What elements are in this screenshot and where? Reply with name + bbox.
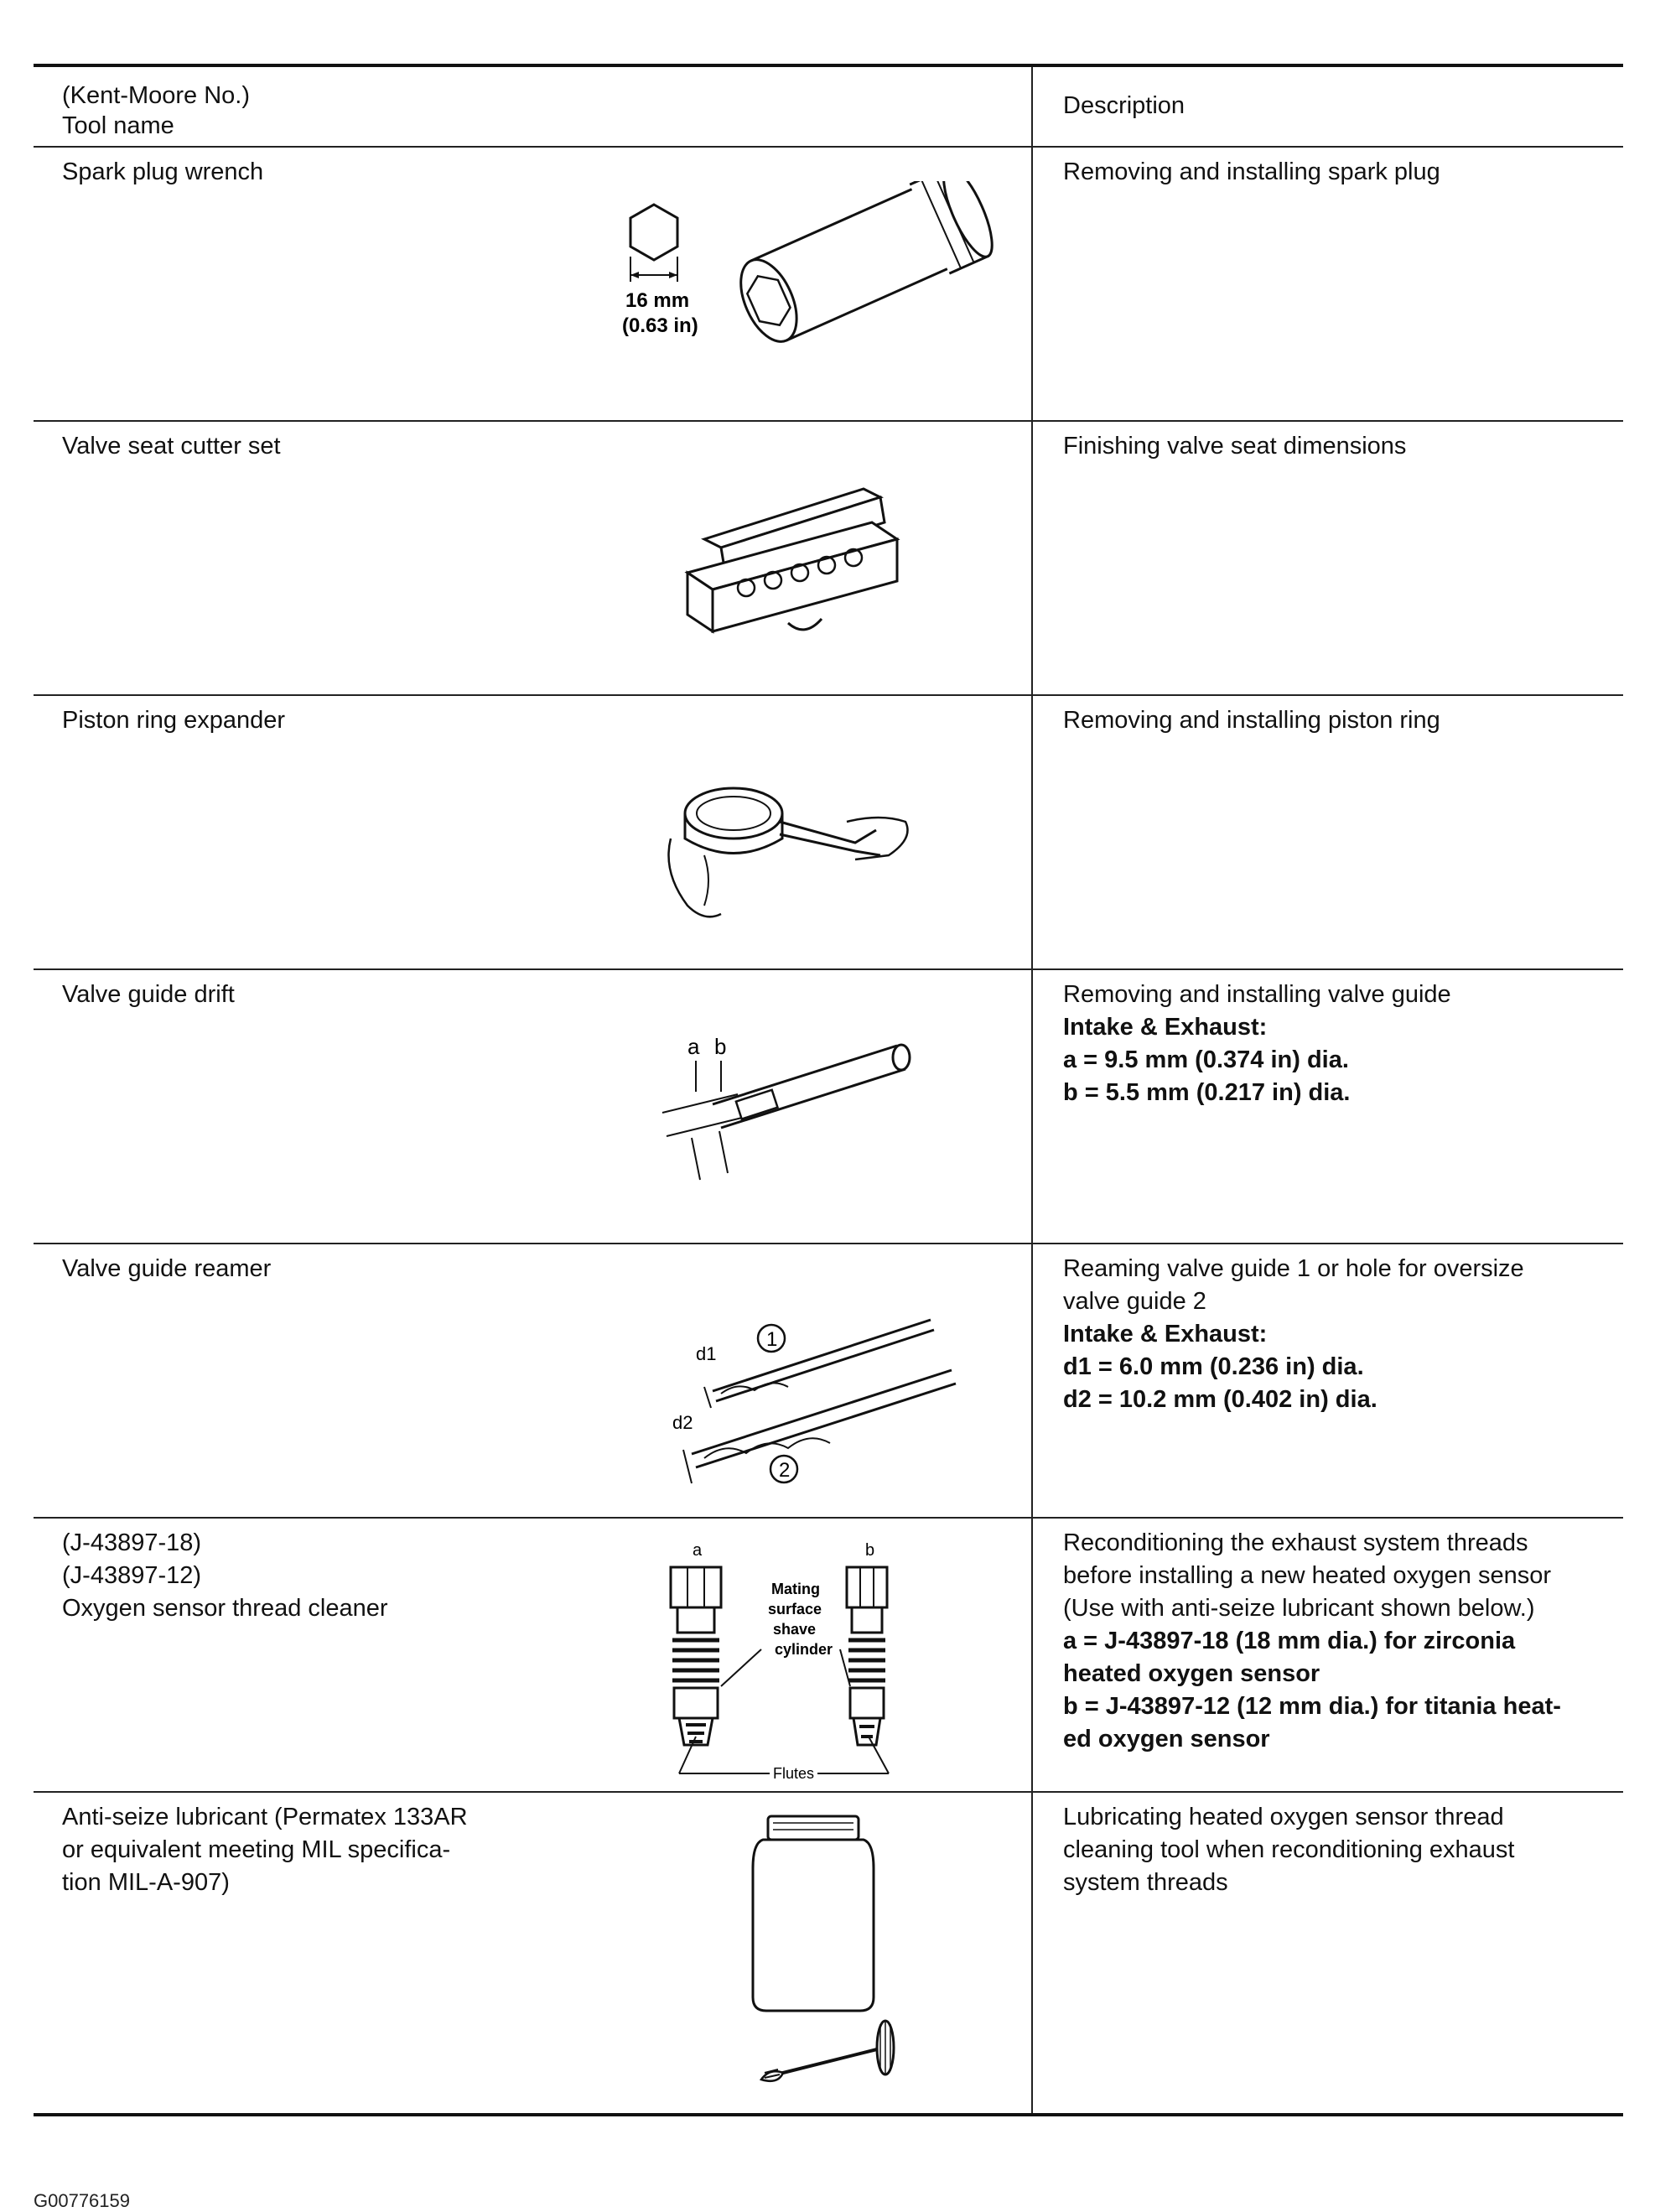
special-tools-sheet: [34, 64, 1621, 2211]
table-row: [34, 969, 1623, 1244]
wrench-size-mm: 16 mm: [625, 289, 690, 312]
document-code: G00776159: [34, 2190, 130, 2211]
tool-cell: [34, 421, 1032, 695]
tool-description-line: Reaming valve guide 1 or hole for oversize: [1063, 1255, 1524, 1282]
flutes-label: Flutes: [773, 1765, 815, 1782]
reamer-label-d2: d2: [672, 1412, 693, 1433]
tool-name: Valve seat cutter set: [62, 433, 281, 460]
tool-cell: [34, 147, 1032, 421]
mating-label-2: surface: [768, 1601, 822, 1617]
tool-description-line: Finishing valve seat dimensions: [1063, 433, 1407, 460]
tool-cell: [34, 969, 1032, 1244]
tool-spec-line: d1 = 6.0 mm (0.236 in) dia.: [1063, 1353, 1364, 1380]
tool-name: tion MIL-A-907): [62, 1869, 230, 1896]
tool-description-cell: [1032, 1518, 1623, 1792]
tool-name: Piston ring expander: [62, 707, 285, 734]
tool-cell: [34, 1244, 1032, 1518]
oxygen-sensor-thread-cleaner-illustration: [646, 1535, 922, 1787]
anti-seize-lubricant-illustration: [721, 1810, 922, 2103]
table-row: [34, 695, 1623, 969]
tool-description-line: Removing and installing spark plug: [1063, 158, 1440, 185]
tool-description-line: (Use with anti-seize lubricant shown below.): [1063, 1595, 1535, 1622]
mating-label-1: Mating: [771, 1581, 820, 1597]
tool-name: Anti-seize lubricant (Permatex 133AR: [62, 1804, 468, 1830]
tool-description-cell: [1032, 1792, 1623, 2115]
cleaner-label-b: b: [865, 1541, 875, 1560]
tool-name: Valve guide reamer: [62, 1255, 272, 1282]
tool-name: Spark plug wrench: [62, 158, 264, 185]
table-row: [34, 421, 1623, 695]
valve-guide-drift-illustration: [646, 1029, 956, 1222]
table-row: [34, 1518, 1623, 1792]
tool-description-cell: [1032, 421, 1623, 695]
reamer-callout-1: 1: [766, 1328, 778, 1351]
reamer-callout-2: 2: [779, 1459, 791, 1482]
special-tools-table: [34, 64, 1623, 2116]
tool-description-line: before installing a new heated oxygen sensor: [1063, 1562, 1551, 1589]
valve-seat-cutter-set-illustration: [679, 480, 922, 648]
piston-ring-expander-illustration: [654, 763, 922, 931]
tool-cell: [34, 695, 1032, 969]
tool-description-line: Removing and installing piston ring: [1063, 707, 1440, 734]
tool-spec-line: a = J-43897-18 (18 mm dia.) for zirconia: [1063, 1628, 1516, 1654]
tool-description-line: Reconditioning the exhaust system threads: [1063, 1529, 1528, 1556]
tool-spec-heading: Intake & Exhaust:: [1063, 1321, 1268, 1347]
tool-spec-line: d2 = 10.2 mm (0.402 in) dia.: [1063, 1386, 1377, 1413]
valve-guide-reamer-illustration: [620, 1286, 973, 1513]
drift-label-a: a: [687, 1034, 700, 1059]
tool-description-cell: [1032, 695, 1623, 969]
tool-name: Oxygen sensor thread cleaner: [62, 1595, 388, 1622]
tool-description-cell: [1032, 147, 1623, 421]
tool-description-cell: [1032, 1244, 1623, 1518]
tool-spec-line: ed oxygen sensor: [1063, 1726, 1270, 1752]
header-description-label: Description: [1063, 92, 1185, 119]
header-kent-moore-label: (Kent-Moore No.): [62, 82, 251, 109]
tool-description-line: cleaning tool when reconditioning exhaust: [1063, 1836, 1515, 1863]
reamer-label-d1: d1: [696, 1343, 717, 1364]
table-row: [34, 1792, 1623, 2115]
mating-label-4: cylinder: [775, 1641, 833, 1658]
tool-name: or equivalent meeting MIL specifica-: [62, 1836, 451, 1863]
header-tool-name-cell: [34, 65, 1032, 147]
tool-kent-moore-number: (J-43897-18): [62, 1529, 202, 1556]
table-row: [34, 147, 1623, 421]
tool-description-line: system threads: [1063, 1869, 1228, 1896]
spark-plug-wrench-illustration: [578, 181, 1014, 399]
wrench-size-in: (0.63 in): [622, 314, 698, 337]
tool-description-line: Lubricating heated oxygen sensor thread: [1063, 1804, 1504, 1830]
cleaner-label-a: a: [693, 1541, 703, 1560]
tool-spec-line: b = J-43897-12 (12 mm dia.) for titania heat-: [1063, 1693, 1561, 1720]
drift-label-b: b: [714, 1034, 727, 1059]
mating-label-3: shave: [773, 1621, 817, 1638]
tool-description-line: Removing and installing valve guide: [1063, 981, 1451, 1008]
tool-cell: [34, 1792, 1032, 2115]
table-row: [34, 1244, 1623, 1518]
tool-description-cell: [1032, 969, 1623, 1244]
tool-description-line: valve guide 2: [1063, 1288, 1206, 1315]
tool-spec-line: a = 9.5 mm (0.374 in) dia.: [1063, 1046, 1349, 1073]
tool-kent-moore-number: (J-43897-12): [62, 1562, 202, 1589]
header-tool-name-label: Tool name: [62, 112, 174, 139]
tool-spec-line: b = 5.5 mm (0.217 in) dia.: [1063, 1079, 1351, 1106]
table-header-row: [34, 65, 1623, 147]
tool-cell: [34, 1518, 1032, 1792]
tool-spec-line: heated oxygen sensor: [1063, 1660, 1320, 1687]
tool-name: Valve guide drift: [62, 981, 235, 1008]
tool-spec-heading: Intake & Exhaust:: [1063, 1014, 1268, 1041]
header-description-cell: [1032, 65, 1623, 147]
